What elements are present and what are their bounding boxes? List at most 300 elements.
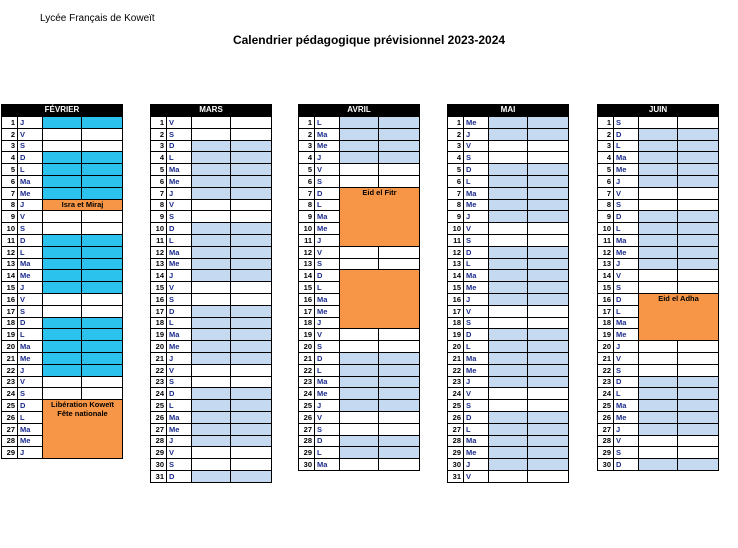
- weekday-abbrev: J: [167, 187, 192, 199]
- day-cell: [231, 352, 272, 364]
- day-number: 1: [2, 117, 18, 129]
- day-cell: [489, 317, 528, 329]
- day-row: [151, 352, 272, 364]
- month-header: MAI: [447, 104, 569, 116]
- day-cell: [528, 246, 569, 258]
- day-cell: [43, 234, 82, 246]
- day-number: 3: [448, 140, 464, 152]
- day-number: 30: [299, 459, 315, 471]
- day-cell: [192, 364, 231, 376]
- day-number: 3: [2, 140, 18, 152]
- day-number: 12: [299, 246, 315, 258]
- day-cell: [231, 364, 272, 376]
- weekday-abbrev: S: [614, 447, 639, 459]
- day-row: [2, 140, 123, 152]
- weekday-abbrev: S: [464, 152, 489, 164]
- day-number: 9: [151, 211, 167, 223]
- weekday-abbrev: S: [167, 376, 192, 388]
- holiday-cell: [43, 199, 123, 211]
- day-number: 3: [151, 140, 167, 152]
- day-cell: [82, 175, 123, 187]
- day-cell: [231, 341, 272, 353]
- day-cell: [43, 246, 82, 258]
- day-row: [151, 282, 272, 294]
- day-cell: [489, 329, 528, 341]
- day-row: [598, 400, 719, 412]
- day-cell: [192, 152, 231, 164]
- day-number: 28: [448, 435, 464, 447]
- day-cell: [82, 352, 123, 364]
- day-row: [299, 341, 420, 353]
- weekday-abbrev: V: [614, 352, 639, 364]
- day-cell: [43, 341, 82, 353]
- day-number: 15: [151, 282, 167, 294]
- day-row: [151, 152, 272, 164]
- day-cell: [639, 352, 678, 364]
- day-cell: [82, 364, 123, 376]
- holiday-label: Eid el Adha: [658, 293, 699, 303]
- day-number: 2: [448, 128, 464, 140]
- weekday-abbrev: L: [167, 152, 192, 164]
- day-number: 29: [598, 447, 614, 459]
- day-number: 2: [598, 128, 614, 140]
- day-row: [2, 352, 123, 364]
- day-cell: [528, 234, 569, 246]
- day-cell: [192, 246, 231, 258]
- day-row: [598, 270, 719, 282]
- weekday-abbrev: D: [18, 317, 43, 329]
- day-cell: [528, 199, 569, 211]
- day-number: 10: [299, 223, 315, 235]
- weekday-abbrev: V: [167, 282, 192, 294]
- day-number: 16: [299, 293, 315, 305]
- day-cell: [43, 329, 82, 341]
- weekday-abbrev: Ma: [18, 258, 43, 270]
- weekday-abbrev: V: [167, 199, 192, 211]
- weekday-abbrev: S: [464, 317, 489, 329]
- day-cell: [528, 128, 569, 140]
- day-number: 6: [448, 175, 464, 187]
- day-row: [448, 152, 569, 164]
- weekday-abbrev: J: [167, 435, 192, 447]
- day-number: 26: [598, 411, 614, 423]
- weekday-abbrev: V: [18, 293, 43, 305]
- month-table: [298, 116, 420, 471]
- day-cell: [678, 152, 719, 164]
- holiday-cell: [340, 187, 420, 246]
- day-number: 7: [299, 187, 315, 199]
- day-cell: [340, 175, 379, 187]
- weekday-abbrev: D: [315, 187, 340, 199]
- day-cell: [82, 329, 123, 341]
- day-row: [598, 211, 719, 223]
- weekday-abbrev: J: [315, 234, 340, 246]
- weekday-abbrev: D: [464, 246, 489, 258]
- weekday-abbrev: D: [315, 435, 340, 447]
- day-number: 6: [151, 175, 167, 187]
- day-cell: [379, 459, 420, 471]
- weekday-abbrev: S: [464, 234, 489, 246]
- day-cell: [231, 411, 272, 423]
- day-cell: [489, 364, 528, 376]
- day-cell: [192, 234, 231, 246]
- day-cell: [379, 400, 420, 412]
- weekday-abbrev: L: [18, 164, 43, 176]
- holiday-label: Fête nationale: [57, 409, 108, 419]
- day-cell: [639, 388, 678, 400]
- day-cell: [192, 447, 231, 459]
- weekday-abbrev: Me: [614, 246, 639, 258]
- day-row: [2, 376, 123, 388]
- day-number: 14: [2, 270, 18, 282]
- day-cell: [379, 175, 420, 187]
- day-cell: [678, 352, 719, 364]
- weekday-abbrev: J: [167, 270, 192, 282]
- day-number: 14: [448, 270, 464, 282]
- day-number: 17: [598, 305, 614, 317]
- weekday-abbrev: V: [315, 164, 340, 176]
- day-row: [151, 341, 272, 353]
- day-row: [2, 199, 123, 211]
- weekday-abbrev: L: [464, 341, 489, 353]
- day-cell: [639, 447, 678, 459]
- weekday-abbrev: D: [18, 152, 43, 164]
- weekday-abbrev: Ma: [464, 435, 489, 447]
- month-header: JUIN: [597, 104, 719, 116]
- day-number: 4: [299, 152, 315, 164]
- month-may: [447, 104, 569, 483]
- weekday-abbrev: S: [614, 117, 639, 129]
- day-cell: [528, 187, 569, 199]
- day-cell: [678, 411, 719, 423]
- month-table: [150, 116, 272, 483]
- day-cell: [340, 164, 379, 176]
- day-cell: [489, 175, 528, 187]
- weekday-abbrev: J: [464, 211, 489, 223]
- holiday-label: Isra et Miraj: [61, 199, 104, 209]
- weekday-abbrev: L: [18, 246, 43, 258]
- day-cell: [639, 117, 678, 129]
- day-row: [2, 388, 123, 400]
- day-cell: [489, 423, 528, 435]
- day-row: [448, 435, 569, 447]
- day-cell: [528, 411, 569, 423]
- day-cell: [43, 117, 82, 129]
- day-number: 1: [299, 117, 315, 129]
- weekday-abbrev: S: [18, 388, 43, 400]
- day-cell: [192, 282, 231, 294]
- day-cell: [340, 435, 379, 447]
- day-cell: [489, 187, 528, 199]
- weekday-abbrev: J: [614, 423, 639, 435]
- day-row: [448, 317, 569, 329]
- weekday-abbrev: Ma: [464, 352, 489, 364]
- weekday-abbrev: Ma: [315, 128, 340, 140]
- day-number: 27: [598, 423, 614, 435]
- day-cell: [231, 164, 272, 176]
- day-cell: [231, 258, 272, 270]
- day-number: 24: [299, 388, 315, 400]
- day-cell: [231, 117, 272, 129]
- day-number: 27: [448, 423, 464, 435]
- day-number: 27: [299, 423, 315, 435]
- day-cell: [43, 211, 82, 223]
- weekday-abbrev: Ma: [167, 329, 192, 341]
- day-number: 26: [299, 411, 315, 423]
- day-cell: [489, 435, 528, 447]
- day-cell: [340, 423, 379, 435]
- day-row: [448, 400, 569, 412]
- day-cell: [192, 423, 231, 435]
- day-number: 14: [598, 270, 614, 282]
- weekday-abbrev: Me: [167, 258, 192, 270]
- day-cell: [528, 305, 569, 317]
- day-cell: [379, 246, 420, 258]
- weekday-abbrev: D: [18, 234, 43, 246]
- day-cell: [489, 223, 528, 235]
- day-row: [2, 293, 123, 305]
- day-row: [598, 447, 719, 459]
- day-number: 25: [151, 400, 167, 412]
- day-number: 2: [299, 128, 315, 140]
- month-table: [1, 116, 123, 459]
- day-cell: [340, 400, 379, 412]
- weekday-abbrev: V: [614, 187, 639, 199]
- day-number: 5: [2, 164, 18, 176]
- weekday-abbrev: V: [18, 376, 43, 388]
- day-row: [151, 164, 272, 176]
- day-row: [598, 164, 719, 176]
- weekday-abbrev: Ma: [614, 400, 639, 412]
- school-name: Lycée Français de Koweït: [40, 13, 155, 24]
- day-cell: [192, 293, 231, 305]
- day-cell: [82, 270, 123, 282]
- day-number: 18: [299, 317, 315, 329]
- day-cell: [489, 447, 528, 459]
- day-number: 22: [299, 364, 315, 376]
- day-number: 27: [151, 423, 167, 435]
- day-number: 19: [299, 329, 315, 341]
- day-number: 22: [598, 364, 614, 376]
- day-row: [151, 305, 272, 317]
- day-row: [151, 376, 272, 388]
- day-number: 8: [151, 199, 167, 211]
- weekday-abbrev: V: [464, 140, 489, 152]
- day-number: 31: [151, 470, 167, 482]
- day-cell: [231, 400, 272, 412]
- weekday-abbrev: L: [18, 329, 43, 341]
- weekday-abbrev: J: [464, 128, 489, 140]
- day-cell: [639, 270, 678, 282]
- weekday-abbrev: Me: [315, 140, 340, 152]
- day-cell: [639, 376, 678, 388]
- day-row: [2, 187, 123, 199]
- day-cell: [678, 270, 719, 282]
- day-row: [2, 270, 123, 282]
- day-cell: [231, 423, 272, 435]
- day-cell: [678, 400, 719, 412]
- weekday-abbrev: Ma: [464, 187, 489, 199]
- day-row: [598, 376, 719, 388]
- day-number: 5: [598, 164, 614, 176]
- day-cell: [43, 164, 82, 176]
- day-row: [598, 152, 719, 164]
- day-number: 19: [598, 329, 614, 341]
- day-row: [151, 234, 272, 246]
- day-cell: [379, 258, 420, 270]
- day-number: 18: [598, 317, 614, 329]
- weekday-abbrev: J: [464, 376, 489, 388]
- day-cell: [231, 317, 272, 329]
- weekday-abbrev: S: [167, 128, 192, 140]
- day-cell: [43, 293, 82, 305]
- day-cell: [340, 411, 379, 423]
- weekday-abbrev: Me: [464, 117, 489, 129]
- day-row: [151, 199, 272, 211]
- day-cell: [678, 117, 719, 129]
- day-row: [299, 435, 420, 447]
- weekday-abbrev: D: [614, 211, 639, 223]
- day-cell: [340, 140, 379, 152]
- day-cell: [528, 282, 569, 294]
- day-number: 30: [151, 459, 167, 471]
- day-cell: [231, 459, 272, 471]
- month-table: [597, 116, 719, 471]
- day-cell: [82, 293, 123, 305]
- day-cell: [82, 341, 123, 353]
- day-number: 13: [598, 258, 614, 270]
- day-number: 15: [299, 282, 315, 294]
- day-number: 5: [448, 164, 464, 176]
- day-number: 8: [2, 199, 18, 211]
- day-row: [448, 388, 569, 400]
- day-cell: [639, 400, 678, 412]
- day-cell: [192, 187, 231, 199]
- day-cell: [82, 152, 123, 164]
- day-cell: [528, 175, 569, 187]
- day-row: [598, 411, 719, 423]
- weekday-abbrev: Me: [315, 388, 340, 400]
- day-cell: [528, 152, 569, 164]
- day-row: [448, 411, 569, 423]
- day-cell: [528, 329, 569, 341]
- day-cell: [489, 211, 528, 223]
- day-number: 16: [598, 293, 614, 305]
- day-cell: [231, 128, 272, 140]
- day-cell: [489, 282, 528, 294]
- holiday-cell: [340, 270, 420, 329]
- day-number: 21: [299, 352, 315, 364]
- day-cell: [639, 234, 678, 246]
- day-cell: [43, 128, 82, 140]
- day-cell: [639, 187, 678, 199]
- day-cell: [528, 317, 569, 329]
- day-row: [448, 376, 569, 388]
- day-number: 12: [151, 246, 167, 258]
- weekday-abbrev: J: [315, 152, 340, 164]
- day-number: 18: [2, 317, 18, 329]
- day-cell: [489, 117, 528, 129]
- day-row: [2, 305, 123, 317]
- weekday-abbrev: S: [167, 459, 192, 471]
- day-number: 31: [448, 470, 464, 482]
- weekday-abbrev: S: [315, 341, 340, 353]
- weekday-abbrev: V: [614, 270, 639, 282]
- day-number: 28: [598, 435, 614, 447]
- weekday-abbrev: S: [315, 423, 340, 435]
- day-cell: [678, 175, 719, 187]
- day-cell: [489, 258, 528, 270]
- holiday-cell: [639, 293, 719, 340]
- weekday-abbrev: Me: [464, 199, 489, 211]
- weekday-abbrev: J: [315, 317, 340, 329]
- day-row: [598, 187, 719, 199]
- weekday-abbrev: S: [18, 305, 43, 317]
- day-cell: [379, 435, 420, 447]
- weekday-abbrev: Ma: [18, 341, 43, 353]
- day-number: 24: [151, 388, 167, 400]
- day-cell: [82, 246, 123, 258]
- day-number: 2: [2, 128, 18, 140]
- day-row: [2, 258, 123, 270]
- day-cell: [231, 470, 272, 482]
- day-cell: [379, 341, 420, 353]
- day-row: [448, 305, 569, 317]
- day-row: [299, 258, 420, 270]
- day-row: [299, 459, 420, 471]
- day-row: [598, 352, 719, 364]
- weekday-abbrev: D: [167, 470, 192, 482]
- day-cell: [231, 246, 272, 258]
- weekday-abbrev: J: [464, 459, 489, 471]
- day-cell: [192, 459, 231, 471]
- day-number: 26: [448, 411, 464, 423]
- day-cell: [489, 246, 528, 258]
- day-number: 14: [151, 270, 167, 282]
- weekday-abbrev: D: [167, 388, 192, 400]
- day-number: 22: [2, 364, 18, 376]
- day-cell: [43, 223, 82, 235]
- day-number: 9: [299, 211, 315, 223]
- day-number: 21: [448, 352, 464, 364]
- day-number: 8: [448, 199, 464, 211]
- day-row: [299, 270, 420, 282]
- day-row: [2, 400, 123, 412]
- day-number: 28: [299, 435, 315, 447]
- day-cell: [192, 341, 231, 353]
- day-number: 20: [448, 341, 464, 353]
- day-cell: [379, 128, 420, 140]
- day-cell: [192, 164, 231, 176]
- day-cell: [82, 376, 123, 388]
- day-cell: [231, 140, 272, 152]
- holiday-label: Libération Koweït: [51, 400, 114, 410]
- day-cell: [379, 352, 420, 364]
- day-row: [448, 470, 569, 482]
- day-cell: [678, 128, 719, 140]
- weekday-abbrev: Me: [614, 329, 639, 341]
- day-row: [448, 270, 569, 282]
- day-row: [151, 447, 272, 459]
- weekday-abbrev: D: [614, 376, 639, 388]
- day-number: 29: [448, 447, 464, 459]
- day-row: [598, 435, 719, 447]
- day-cell: [379, 152, 420, 164]
- day-cell: [639, 223, 678, 235]
- weekday-abbrev: L: [167, 317, 192, 329]
- weekday-abbrev: L: [464, 175, 489, 187]
- day-cell: [192, 175, 231, 187]
